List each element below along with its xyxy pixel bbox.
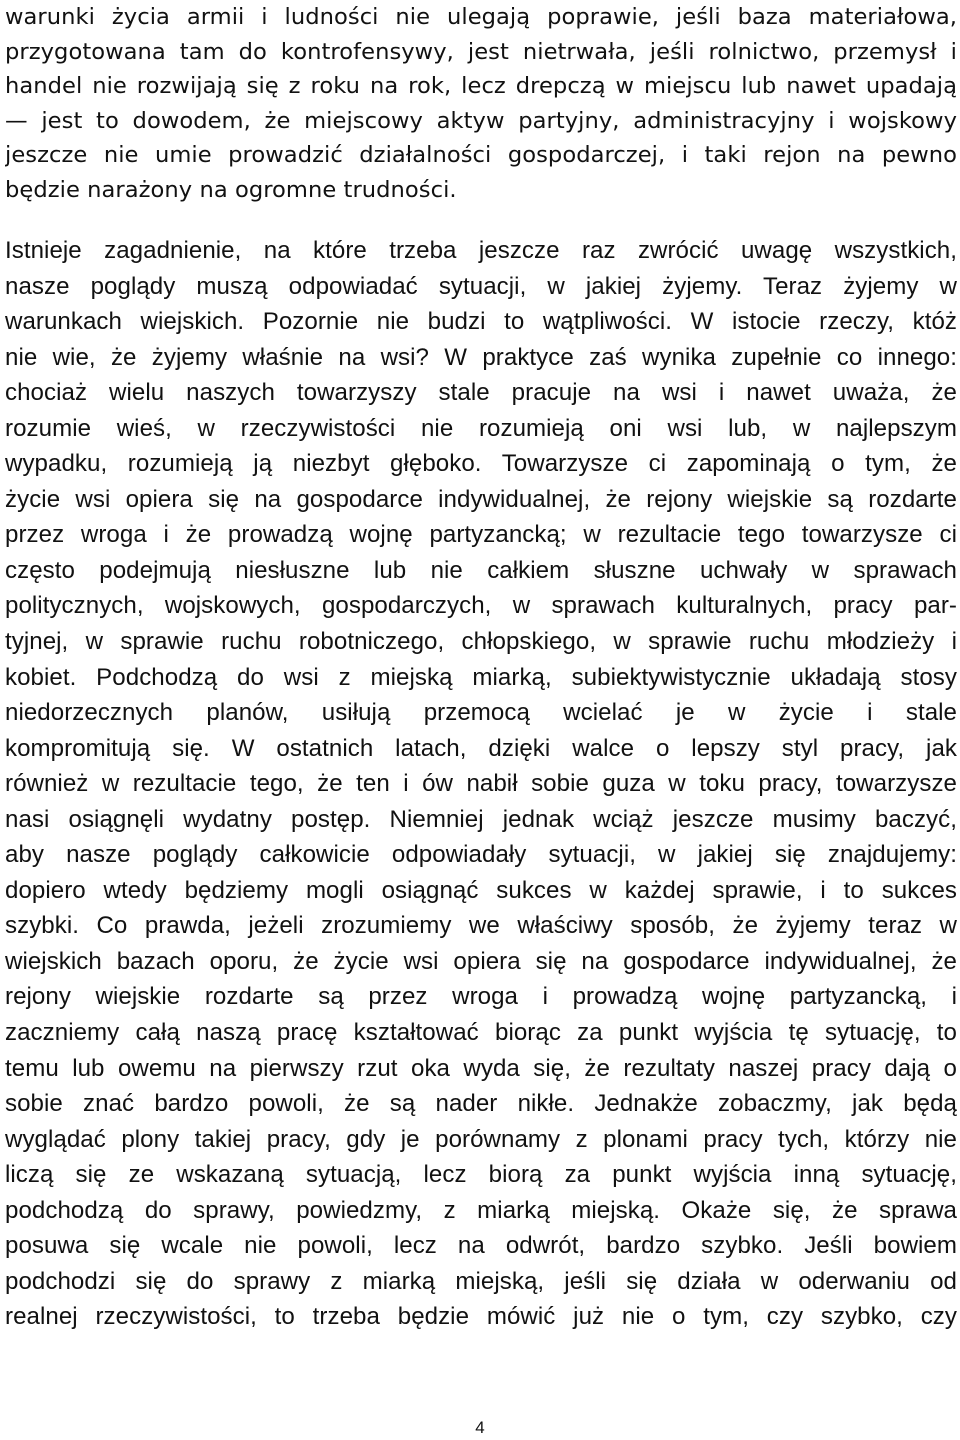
text-line: rozumie wieś, w rzeczywistości nie rozumieją oni wsi lub, w najlepszym (5, 414, 957, 442)
text-line: nasze poglądy muszą odpowiadać sytuacji, w jakiej żyjemy. Teraz żyjemy w (5, 272, 957, 300)
text-line: handel nie rozwijają się z roku na rok, lecz drepczą w miejscu lub nawet upadają (5, 73, 957, 100)
text-line: warunki życia armii i ludności nie ulegają poprawie, jeśli baza materiałowa, (5, 4, 957, 30)
text-line: szybki. Co prawda, jeżeli zrozumiemy we właściwy sposób, że żyjemy teraz w (5, 912, 957, 940)
text-line: realnej rzeczywistości, to trzeba będzie mówić już nie o tym, czy szybko, czy (5, 1303, 957, 1331)
text-line: podchodzą do sprawy, powiedzmy, z miarką miejską. Okaże się, że sprawa (5, 1196, 957, 1224)
text-line: warunkach wiejskich. Pozornie nie budzi to wątpliwości. W istocie rzeczy, któż (5, 308, 957, 336)
text-line: aby nasze poglądy całkowicie odpowiadały sytuacji, w jakiej się znajdujemy: (5, 841, 957, 869)
text-line: kompromitują się. W ostatnich latach, dzięki walce o lepszy styl pracy, jak (5, 734, 957, 762)
text-line: chociaż wielu naszych towarzyszy stale pracuje na wsi i nawet uważa, że (5, 379, 957, 407)
text-line: zaczniemy całą naszą pracę kształtować biorąc za punkt wyjścia tę sytuację, to (5, 1019, 957, 1047)
text-line: jeszcze nie umie prowadzić działalności gospodarczej, i taki rejon na pewno (5, 142, 957, 169)
text-line: nie wie, że żyjemy właśnie na wsi? W praktyce zaś wynika zupełnie co innego: (5, 343, 957, 371)
text-line: wiejskich bazach oporu, że życie wsi opiera się na gospodarce indywidualnej, że (5, 947, 957, 975)
text-line: przygotowana tam do kontrofensywy, jest nietrwała, jeśli rolnictwo, przemysł i (5, 38, 957, 65)
text-line: rejony wiejskie rozdarte są przez wroga i prowadzą wojnę partyzancką, i (5, 983, 957, 1011)
text-line: tyjnej, w sprawie ruchu robotniczego, chłopskiego, w sprawie ruchu młodzieży i (5, 628, 957, 656)
paragraph-main (5, 233, 957, 1335)
text-line: podchodzi się do sprawy z miarką miejską, jeśli się działa w oderwaniu od (5, 1267, 957, 1295)
text-line: temu lub owemu na pierwszy rzut oka wyda się, że rezultaty naszej pracy dają o (5, 1054, 957, 1082)
text-line: życie wsi opiera się na gospodarce indywidualnej, że rejony wiejskie są rozdarte (5, 485, 957, 513)
text-line: dopiero wtedy będziemy mogli osiągnąć sukces w każdej sprawie, i to sukces (5, 876, 957, 904)
text-line: przez wroga i że prowadzą wojnę partyzancką; w rezultacie tego towarzysze ci (5, 521, 957, 549)
text-line: kobiet. Podchodzą do wsi z miejską miarką, subiektywistycznie układają stosy (5, 663, 957, 691)
text-line: politycznych, wojskowych, gospodarczych, w sprawach kulturalnych, pracy par- (5, 592, 957, 620)
document-page (5, 0, 957, 1440)
text-line: niedorzecznych planów, usiłują przemocą wcielać je w życie i stale (5, 699, 957, 727)
paragraph-continuation (5, 0, 957, 208)
text-line: Istnieje zagadnienie, na które trzeba jeszcze raz zwrócić uwagę wszystkich, (5, 237, 957, 264)
text-line: będzie narażony na ogromne trudności. (5, 176, 457, 203)
text-line: sobie znać bardzo powoli, że są nader nikłe. Jednakże zobaczmy, jak będą (5, 1090, 957, 1118)
text-line: wypadku, rozumieją ją niezbyt głęboko. Towarzysze ci zapominają o tym, że (5, 450, 957, 478)
text-line: również w rezultacie tego, że ten i ów nabił sobie guza w toku pracy, towarzysze (5, 770, 957, 798)
text-line: — jest to dowodem, że miejscowy aktyw partyjny, administracyjny i wojskowy (5, 107, 957, 134)
page-number: 4 (475, 1418, 485, 1437)
text-line: liczą się ze wskazaną sytuacją, lecz biorą za punkt wyjścia inną sytuację, (5, 1161, 957, 1189)
text-line: wyglądać plony takiej pracy, gdy je porównamy z plonami pracy tych, którzy nie (5, 1125, 957, 1153)
text-line: posuwa się wcale nie powoli, lecz na odwrót, bardzo szybko. Jeśli bowiem (5, 1232, 957, 1260)
text-line: często podejmują niesłuszne lub nie całkiem słuszne uchwały w sprawach (5, 556, 957, 584)
text-line: nasi osiągnęli wydatny postęp. Niemniej jednak wciąż jeszcze musimy baczyć, (5, 805, 957, 833)
